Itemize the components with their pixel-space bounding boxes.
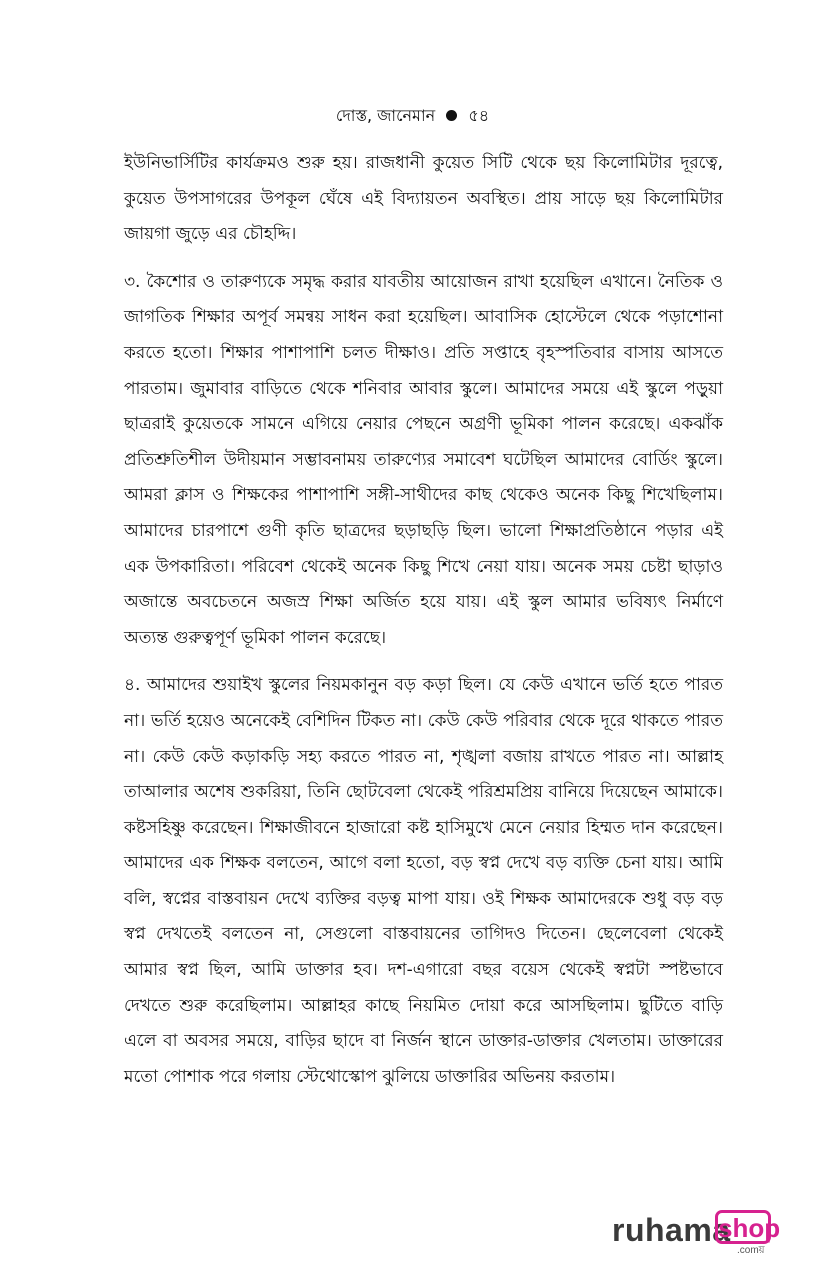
running-header (0, 104, 825, 128)
page-number: ৫৪ (468, 106, 490, 125)
logo-brand-box: shop (718, 1213, 781, 1243)
bullet-dot-icon (446, 110, 457, 121)
logo-brand-suffix: .comয় (737, 1245, 765, 1256)
body-text (124, 146, 723, 1107)
paragraph-1: ইউনিভার্সিটির কার্যক্রমও শুরু হয়। রাজধানী কুয়েত সিটি থেকে ছয় কিলোমিটার দূরত্বে, কুয়েত উপসাগরের উপকূল ঘেঁষে এই বিদ্যায়তন অবস্থিত। প্রায় সাড়ে ছয় কিলোমিটার জায়গা জুড়ে এর চৌহদ্দি। (124, 153, 723, 245)
paragraph-2: ৩. কৈশোর ও তারুণ্যকে সমৃদ্ধ করার যাবতীয় আয়োজন রাখা হয়েছিল এখানে। নৈতিক ও জাগতিক শিক্ষার অপূর্ব সমন্বয় সাধন করা হয়েছিল। আবাসিক হোস্টেলে থেকে পড়াশোনা করতে হতো। শিক্ষার পাশাপাশি চলত দীক্ষাও। প্রতি সপ্তাহে বৃহস্পতিবার বাসায় আসতে পারতাম। জুমাবার বাড়িতে থেকে শনিবার আবার স্কুলে। আমাদের সময়ে এই স্কুলে পড়ুয়া ছাত্ররাই কুয়েতকে সামনে এগিয়ে নেয়ার পেছনে অগ্রণী ভূমিকা পালন করেছে। একঝাঁক প্রতিশ্রুতিশীল উদীয়মান সম্ভাবনাময় তারুণ্যের সমাবেশ ঘটেছিল আমাদের বোর্ডিং স্কুলে। আমরা ক্লাস ও শিক্ষকের পাশাপাশি সঙ্গী-সাথীদের কাছ থেকেও অনেক কিছু শিখেছিলাম। আমাদের চারপাশে গুণী কৃতি ছাত্রদের ছড়াছড়ি ছিল। ভালো শিক্ষাপ্রতিষ্ঠানে পড়ার এই এক উপকারিতা। পরিবেশ থেকেই অনেক কিছু শিখে নেয়া যায়। অনেক সময় চেষ্টা ছাড়াও অজান্তে অবচেতনে অজস্র শিক্ষা অর্জিত হয়ে যায়। এই স্কুল আমার ভবিষ্যৎ নির্মাণে অত্যন্ত গুরুত্বপূর্ণ ভূমিকা পালন করেছে। (124, 271, 723, 648)
header-title: দোস্ত, জানেমান (335, 106, 436, 125)
logo-brand-main: ruhama (612, 1212, 731, 1248)
paragraph-3: ৪. আমাদের শুয়াইখ স্কুলের নিয়মকানুন বড় কড়া ছিল। যে কেউ এখানে ভর্তি হতে পারত না। ভর্তি হয়েও অনেকেই বেশিদিন টিকত না। কেউ কেউ পরিবার থেকে দূরে থাকতে পারত না। কেউ কেউ কড়াকড়ি সহ্য করতে পারত না, শৃঙ্খলা বজায় রাখতে পারত না। আল্লাহ তাআলার অশেষ শুকরিয়া, তিনি ছোটবেলা থেকেই পরিশ্রমপ্রিয় বানিয়ে দিয়েছেন আমাকে। কষ্টসহিষ্ণু করেছেন। শিক্ষাজীবনে হাজারো কষ্ট হাসিমুখে মেনে নেয়ার হিম্মত দান করেছেন। আমাদের এক শিক্ষক বলতেন, আগে বলা হতো, বড় স্বপ্ন দেখে বড় ব্যক্তি চেনা যায়। আমি বলি, স্বপ্নের বাস্তবায়ন দেখে ব্যক্তির বড়ত্ব মাপা যায়। ওই শিক্ষক আমাদেরকে শুধু বড় বড় স্বপ্ন দেখতেই বলতেন না, সেগুলো বাস্তবায়নের তাগিদও দিতেন। ছেলেবেলা থেকেই আমার স্বপ্ন ছিল, আমি ডাক্তার হব। দশ-এগারো বছর বয়েস থেকেই স্বপ্নটা স্পষ্টভাবে দেখতে শুরু করেছিলাম। আল্লাহর কাছে নিয়মিত দোয়া করে আসছিলাম। ছুটিতে বাড়ি এলে বা অবসর সময়ে, বাড়ির ছাদে বা নির্জন স্থানে ডাক্তার-ডাক্তার খেলতাম। ডাক্তারের মতো পোশাক পরে গলায় স্টেথোস্কোপ ঝুলিয়ে ডাক্তারির অভিনয় করতাম। (124, 675, 723, 1087)
